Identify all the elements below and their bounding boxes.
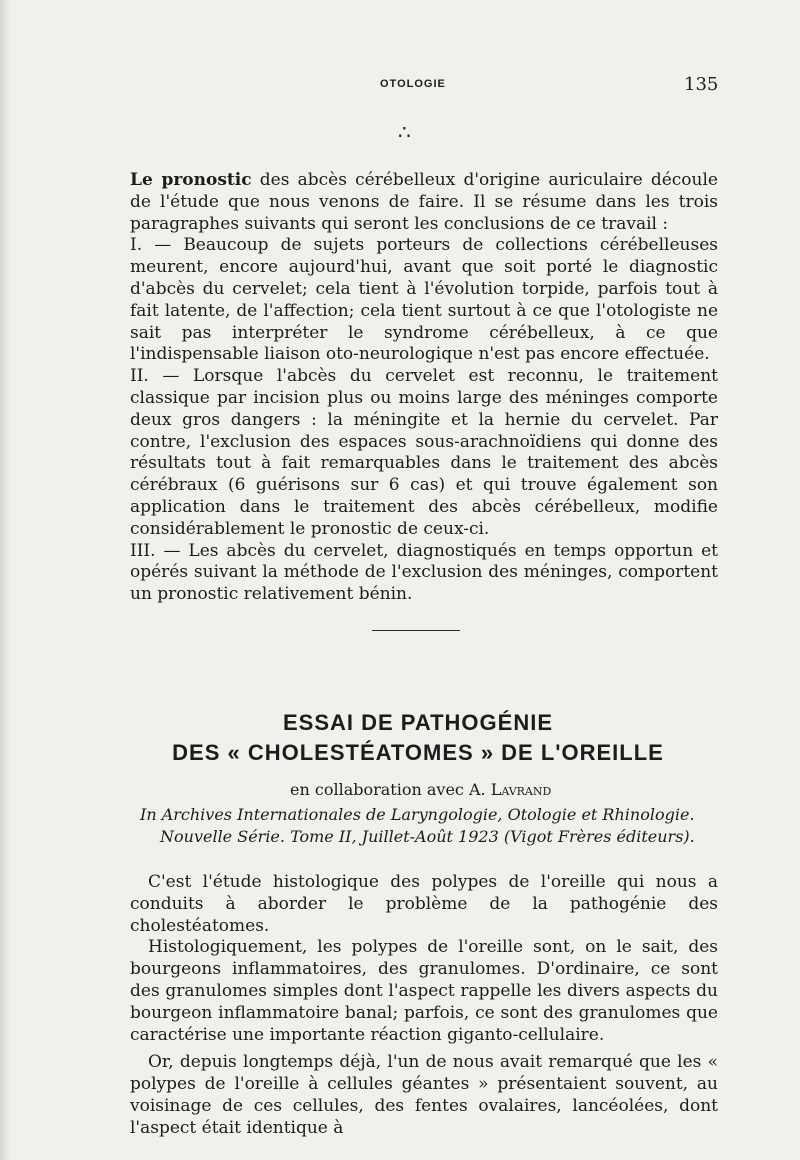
article-paragraph-2: Histologiquement, les polypes de l'oreille sont, on le sait, des bourgeons inflammatoires, des granulomes. D'ordinaire, ce sont des granulomes simples dont l'aspect rappelle les divers aspects du bourgeon inflammatoire banal; parfois, ce sont des granulomes que caractérise une importante réaction giganto-cellulaire. <box>130 937 718 1045</box>
collaborator-name: Lavrand <box>490 780 552 799</box>
intro-bold-term: Le pronostic <box>130 170 252 190</box>
article-title-line-1: ESSAI DE PATHOGÉNIE <box>282 710 553 735</box>
intro-text: des abcès cérébelleux d'origine auriculaire découle de l'étude que nous venons de faire. Il se résume dans les trois paragraphes suivants qui seront les conclusions de ce travail : <box>130 170 718 234</box>
collaboration-prefix: en collaboration avec A. <box>290 780 491 799</box>
conclusions-section <box>130 170 718 606</box>
conclusion-paragraph-1: I. — Beaucoup de sujets porteurs de collections cérébelleuses meurent, encore aujourd'hui, avant que soit porté le diagnostic d'abcès du cervelet; cela tient à l'évolution torpide, parfois tout à fait latente, de l'affection; cela tient surtout à ce que l'otologiste ne sait pas interpréter le syndrome cérébelleux, à ce que l'indispensable liaison oto-neurologique n'est pas encore effectuée. <box>130 235 718 365</box>
article-paragraph-3: Or, depuis longtemps déjà, l'un de nous avait remarqué que les « polypes de l'oreille à cellules géantes » présentaient souvent, au voisinage de ces cellules, des fentes ovalaires, lancéolées, dont l'aspect était identique à <box>130 1052 718 1138</box>
citation-line-1: In Archives Internationales de Laryngologie, Otologie et Rhinologie. <box>140 805 695 824</box>
page-number: 135 <box>684 74 719 95</box>
page-edge-shadow <box>0 0 10 1160</box>
conclusions-intro <box>130 170 718 235</box>
citation-line-2: Nouvelle Série. Tome II, Juillet-Août 1923 (Vigot Frères éditeurs). <box>160 827 695 846</box>
article-paragraph-1: C'est l'étude histologique des polypes de l'oreille qui nous a conduits à aborder le problème de la pathogénie des cholestéatomes. <box>130 872 718 936</box>
collaboration-line <box>290 780 551 799</box>
running-head: OTOLOGIE <box>380 78 446 90</box>
section-divider <box>372 630 460 631</box>
article-body <box>130 872 718 1140</box>
conclusion-paragraph-2: II. — Lorsque l'abcès du cervelet est reconnu, le traitement classique par incision plus ou moins large des méninges comporte deux gros dangers : la méningite et la hernie du cervelet. Par contre, l'exclusion des espaces sous-arachnoïdiens qui donne des résultats tout à fait remarquables dans le traitement des abcès cérébraux (6 guérisons sur 6 cas) et qui trouve également son application dans le traitement des abcès cérébelleux, modifie considérablement le pronostic de ceux-ci. <box>130 366 718 539</box>
article-title-line-2: DES « CHOLESTÉATOMES » DE L'OREILLE <box>172 740 664 765</box>
conclusion-paragraph-3: III. — Les abcès du cervelet, diagnostiqués en temps opportun et opérés suivant la méthode de l'exclusion des méninges, comportent un pronostic relativement bénin. <box>130 540 718 605</box>
section-mark: ∴ <box>398 120 411 144</box>
